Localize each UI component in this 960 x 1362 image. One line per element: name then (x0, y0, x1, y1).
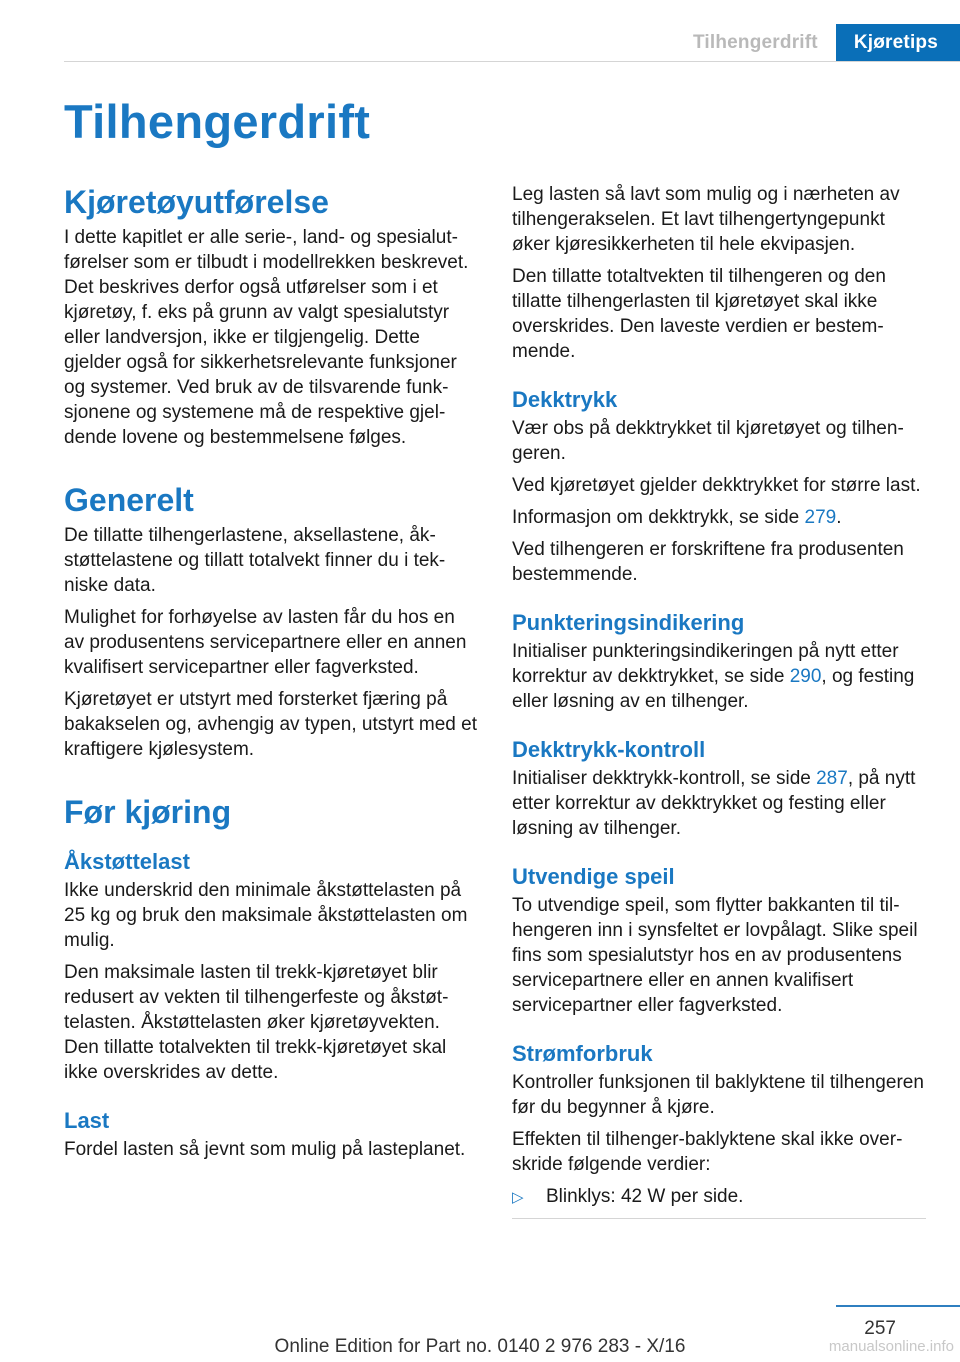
paragraph: Kjøretøyet er utstyrt med forsterket fjæring på bakakselen og, avhengig av typen, utstyrt med et kraftigere kjølesystem. (64, 689, 477, 760)
triangle-bullet-icon: ▷ (512, 1189, 524, 1206)
watermark: manualsonline.info (828, 1338, 954, 1355)
text: , og festing eller løsning av en tilhenger. (512, 666, 915, 712)
list-item (512, 1184, 928, 1210)
paragraph (512, 639, 928, 714)
page-title: Tilhengerdrift (64, 95, 371, 148)
right-column (512, 182, 928, 1219)
paragraph: Den maksimale lasten til trekk-kjøretøyet blir redusert av vekten til tilhengerfeste og åkstøttelasten. Åkstøttelasten øker kjøretøyvekten. Den tillatte totalvekten til trekk-kjøretøyet skal ikke overskrides av dette. (64, 962, 449, 1083)
section-tab: Tilhengerdrift (675, 24, 836, 62)
edition-footer (0, 1336, 960, 1358)
list-divider (512, 1218, 926, 1219)
heading-kjoretoyutforelse: Kjøretøyutførelse (64, 184, 329, 220)
paragraph: Ved tilhengeren er forskriftene fra produsenten bestemmende. (512, 539, 904, 585)
heading-dekktrykk-kontroll: Dekktrykk-kontroll (512, 737, 706, 762)
heading-utvendige-speil: Utvendige speil (512, 864, 675, 889)
paragraph: De tillatte tilhengerlastene, aksellastene, åkstøttelastene og tillatt totalvekt finner du i tekniske data. (64, 525, 446, 596)
footer-rule (836, 1305, 960, 1307)
header-tabs (675, 24, 960, 62)
paragraph: Kontroller funksjonen til baklyktene til tilhengeren før du begynner å kjøre. (512, 1072, 924, 1118)
heading-last: Last (64, 1108, 110, 1133)
text: Initialiser punkteringsindikeringen på nytt etter korrektur av dekktrykket, se side (512, 641, 899, 687)
edition-text: Online Edition for Part no. 0140 2 976 283 - X/16 (274, 1336, 686, 1357)
text: , på nytt etter korrektur av dekktrykket og festing eller løsning av tilhenger. (512, 768, 916, 839)
page-link-290[interactable]: 290 (789, 666, 822, 687)
paragraph: To utvendige speil, som flytter bakkanten til tilhengeren inn i synsfeltet er lovpålagt. Slike speil fins som spesialutstyr hos en av produsentens servicepartnere eller en annen kvalifisert servicepartner eller fagverksted. (512, 895, 918, 1016)
paragraph: Mulighet for forhøyelse av lasten får du hos en av produsentens servicepartnere eller en annen kvalifisert servicepartner eller fagverksted. (64, 607, 467, 678)
heading-dekktrykk: Dekktrykk (512, 387, 618, 412)
paragraph: I dette kapitlet er alle serie-, land- og spesialutførelser som er tilbudt i modellrekken beskrevet. Det beskrives derfor også utførelser som i et kjøretøy, f. eks på grunn av valgt spesialutstyr eller landversjon, ikke er tilgjengelig. Dette gjelder også for sikkerhetsrelevante funksjoner og systemer. Ved bruk av de tilsvarende funksjonene og systemene må de respektive gjeldende lovene og bestemmelsene følges. (64, 227, 469, 448)
paragraph: Vær obs på dekktrykket til kjøretøyet og tilhengeren. (512, 418, 904, 464)
heading-akstottelast: Åkstøttelast (64, 849, 190, 874)
paragraph: Ikke underskrid den minimale åkstøttelasten på 25 kg og bruk den maksimale åkstøttelasten om mulig. (64, 880, 468, 951)
paragraph: Den tillatte totaltvekten til tilhengeren og den tillatte tilhengerlasten til kjøretøyet skal ikke overskrides. Den laveste verdien er bestemmende. (512, 266, 886, 362)
heading-generelt: Generelt (64, 482, 194, 518)
paragraph: Ved kjøretøyet gjelder dekktrykket for større last. (512, 475, 921, 496)
paragraph: Leg lasten så lavt som mulig og i nærheten av tilhengerakselen. Et lavt tilhengertyngepunkt øker kjøresikkerheten til hele ekvipasjen. (512, 184, 900, 255)
paragraph (512, 766, 928, 841)
paragraph (512, 505, 928, 530)
paragraph: Fordel lasten så jevnt som mulig på lasteplanet. (64, 1139, 466, 1160)
chapter-tab: Kjøretips (836, 24, 960, 62)
header-divider (64, 61, 960, 62)
text: Initialiser dekktrykk-kontroll, se side (512, 768, 817, 789)
paragraph: Effekten til tilhenger-baklyktene skal ikke overskride følgende verdier: (512, 1129, 903, 1175)
text: . (836, 507, 842, 528)
left-column (64, 182, 478, 1169)
list-item-text: Blinklys: 42 W per side. (546, 1186, 744, 1207)
page-link-287[interactable]: 287 (816, 768, 848, 789)
page-number: 257 (864, 1318, 896, 1339)
heading-punkteringsindikering: Punkteringsindikering (512, 610, 745, 635)
heading-for-kjoring: Før kjøring (64, 794, 232, 830)
page-link-279[interactable]: 279 (804, 507, 837, 528)
text: Informasjon om dekktrykk, se side (512, 507, 805, 528)
heading-stromforbruk: Strømforbruk (512, 1041, 653, 1066)
